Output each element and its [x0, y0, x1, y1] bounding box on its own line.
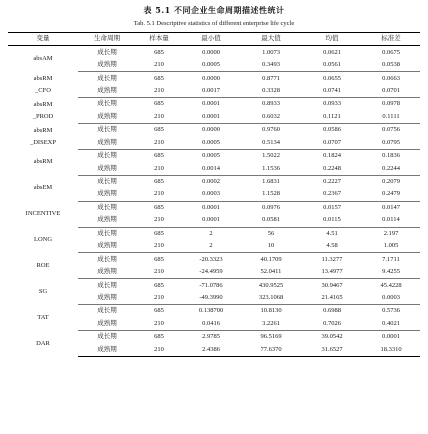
std-dev-cell: 0.4021 — [362, 318, 420, 331]
std-dev-cell: 2.197 — [383, 229, 399, 237]
sample-size-cell: 210 — [136, 137, 182, 150]
max-cell: 0.8933 — [262, 100, 280, 108]
std-dev-cell: 0.0663 — [382, 74, 400, 82]
sample-size-cell: 210 — [136, 85, 182, 98]
std-dev-cell: 0.1836 — [382, 152, 400, 160]
std-dev-cell: 0.5736 — [382, 307, 400, 315]
min-cell: 2 — [182, 240, 240, 253]
sample-size-cell: 210 — [136, 214, 182, 227]
mean-cell: 0.6988 — [323, 307, 341, 315]
mean-cell: 0.0933 — [323, 100, 341, 108]
min-cell: 2.9785 — [202, 333, 220, 341]
std-dev-cell: 0.2479 — [362, 188, 420, 201]
max-cell: 40.1709 — [260, 255, 282, 263]
max-cell: 0.0581 — [240, 214, 302, 227]
min-cell: 0.0005 — [182, 59, 240, 72]
min-cell: 0.0014 — [182, 162, 240, 175]
variable-name-cell: LONG — [33, 236, 53, 243]
std-dev-cell: 0.2079 — [382, 178, 400, 186]
sample-size-cell: 685 — [154, 100, 164, 108]
mean-cell: 13.4977 — [302, 266, 362, 279]
variable-name-cell: ROE — [36, 261, 50, 269]
table-caption-cn: 表 5.1 不同企业生命周期描述性统计 — [143, 5, 285, 15]
table-row — [8, 175, 420, 188]
mean-cell: 21.4165 — [302, 292, 362, 305]
max-cell: 0.9760 — [262, 126, 280, 134]
mean-cell: 0.2248 — [302, 162, 362, 175]
header-min: 最小值 — [182, 33, 240, 46]
max-cell: 323.1068 — [240, 292, 302, 305]
sample-size-cell: 210 — [136, 188, 182, 201]
header-max: 最大值 — [240, 33, 302, 46]
life-cycle-cell: 成熟期 — [78, 344, 136, 357]
std-dev-cell: 0.0114 — [362, 214, 420, 227]
variable-name-cell: absAM — [33, 55, 53, 63]
mean-cell: 0.2227 — [323, 178, 341, 186]
std-dev-cell: 9.4255 — [362, 266, 420, 279]
max-cell: 96.5169 — [260, 333, 282, 341]
table-row — [8, 149, 420, 162]
mean-cell: 0.0561 — [302, 59, 362, 72]
variable-name-cell: TAT — [37, 313, 49, 321]
max-cell: 0.3493 — [240, 59, 302, 72]
std-dev-cell: 1.005 — [362, 240, 420, 253]
sample-size-cell: 210 — [136, 59, 182, 72]
min-cell: 0.0000 — [202, 74, 220, 82]
std-dev-cell: 0.0147 — [382, 203, 400, 211]
life-cycle-cell: 成长期 — [97, 100, 117, 108]
life-cycle-cell: 成长期 — [97, 178, 117, 186]
variable-name-cell: absRM — [33, 158, 53, 166]
sample-size-cell: 210 — [136, 111, 182, 124]
std-dev-cell: 0.0701 — [362, 85, 420, 98]
std-dev-cell: 0.0795 — [362, 137, 420, 150]
sample-size-cell: 210 — [136, 240, 182, 253]
min-cell: 0.0001 — [202, 203, 220, 211]
max-cell: 56 — [267, 229, 275, 237]
life-cycle-cell: 成熟期 — [78, 111, 136, 124]
sample-size-cell: 210 — [136, 266, 182, 279]
variable-name-cell: absEM — [33, 184, 53, 192]
sample-size-cell: 685 — [154, 178, 164, 186]
mean-cell: 0.0115 — [302, 214, 362, 227]
life-cycle-cell: 成熟期 — [78, 85, 136, 98]
header-variable: 变量 — [8, 33, 78, 46]
sample-size-cell: 685 — [154, 203, 164, 211]
life-cycle-cell: 成熟期 — [78, 162, 136, 175]
min-cell: -49.3990 — [182, 292, 240, 305]
min-cell: -24.4959 — [182, 266, 240, 279]
max-cell: 0.0976 — [262, 203, 280, 211]
mean-cell: 39.0542 — [321, 333, 343, 341]
max-cell: 0.3328 — [240, 85, 302, 98]
life-cycle-cell: 成熟期 — [78, 59, 136, 72]
life-cycle-cell: 成长期 — [97, 48, 117, 56]
min-cell: 0.0001 — [202, 100, 220, 108]
sample-size-cell: 210 — [136, 162, 182, 175]
table-caption-en: Tab. 5.1 Descriptive statistics of different enterprise life cycle — [133, 20, 295, 27]
variable-name-cell: SG — [38, 287, 48, 295]
max-cell: 1.1528 — [240, 188, 302, 201]
max-cell: 1.6831 — [262, 178, 280, 186]
sample-size-cell: 685 — [154, 229, 164, 237]
std-dev-cell: 45.4228 — [380, 281, 402, 289]
max-cell: 52.0411 — [240, 266, 302, 279]
life-cycle-cell: 成长期 — [97, 281, 117, 289]
max-cell: 77.6370 — [240, 344, 302, 357]
max-cell: 0.8771 — [262, 74, 280, 82]
min-cell: 0.0017 — [182, 85, 240, 98]
max-cell: 1.0073 — [262, 48, 280, 56]
sample-size-cell: 210 — [136, 318, 182, 331]
mean-cell: 0.2367 — [302, 188, 362, 201]
life-cycle-cell: 成长期 — [97, 229, 117, 237]
mean-cell: 0.0621 — [323, 48, 341, 56]
header-mean: 均值 — [302, 33, 362, 46]
min-cell: 0.0001 — [182, 111, 240, 124]
life-cycle-cell: 成熟期 — [78, 137, 136, 150]
table-row — [8, 201, 420, 214]
max-cell: 3.2261 — [240, 318, 302, 331]
mean-cell: 0.0707 — [302, 137, 362, 150]
std-dev-cell: 18.3310 — [362, 344, 420, 357]
std-dev-cell: 0.0675 — [382, 48, 400, 56]
sample-size-cell: 685 — [154, 126, 164, 134]
table-row — [8, 305, 420, 318]
sample-size-cell: 685 — [154, 152, 164, 160]
min-cell: -20.3323 — [199, 255, 223, 263]
header-life-cycle: 生命周期 — [78, 33, 136, 46]
table-row — [8, 98, 420, 111]
min-cell: 0.0003 — [182, 188, 240, 201]
mean-cell: 30.9467 — [321, 281, 343, 289]
descriptive-statistics-table — [8, 32, 420, 357]
max-cell: 0.6032 — [240, 111, 302, 124]
mean-cell: 0.0655 — [323, 74, 341, 82]
variable-name-cell: absRM _CFO — [33, 74, 53, 94]
min-cell: 0.0002 — [202, 178, 220, 186]
std-dev-cell: 0.2244 — [362, 162, 420, 175]
std-dev-cell: 0.1111 — [362, 111, 420, 124]
mean-cell: 11.3277 — [321, 255, 343, 263]
variable-name-cell: absRM _DISEXP — [29, 126, 56, 146]
life-cycle-cell: 成熟期 — [78, 292, 136, 305]
variable-name-cell: DAR — [36, 339, 50, 347]
header-std-dev: 标准差 — [362, 33, 420, 46]
min-cell: 0.0000 — [202, 126, 220, 134]
mean-cell: 0.7026 — [302, 318, 362, 331]
min-cell: 0.0001 — [182, 214, 240, 227]
variable-name-cell: absRM _PROD — [32, 100, 54, 120]
life-cycle-cell: 成熟期 — [78, 240, 136, 253]
std-dev-cell: 0.0756 — [382, 126, 400, 134]
min-cell: -71.0786 — [199, 281, 223, 289]
life-cycle-cell: 成长期 — [97, 333, 117, 341]
life-cycle-cell: 成长期 — [97, 74, 117, 82]
life-cycle-cell: 成长期 — [97, 126, 117, 134]
mean-cell: 0.0741 — [302, 85, 362, 98]
life-cycle-cell: 成熟期 — [78, 214, 136, 227]
life-cycle-cell: 成熟期 — [78, 266, 136, 279]
sample-size-cell: 685 — [154, 48, 164, 56]
sample-size-cell: 685 — [154, 307, 164, 315]
std-dev-cell: 0.0978 — [382, 100, 400, 108]
life-cycle-cell: 成长期 — [97, 307, 117, 315]
table-body — [8, 46, 420, 357]
std-dev-cell: 0.0538 — [362, 59, 420, 72]
life-cycle-cell: 成熟期 — [78, 188, 136, 201]
min-cell: 0.0000 — [202, 48, 220, 56]
mean-cell: 0.1824 — [323, 152, 341, 160]
mean-cell: 4.58 — [302, 240, 362, 253]
std-dev-cell: 0.0003 — [362, 292, 420, 305]
min-cell: 0.0005 — [202, 152, 220, 160]
sample-size-cell: 685 — [154, 255, 164, 263]
max-cell: 1.5022 — [262, 152, 280, 160]
life-cycle-cell: 成长期 — [97, 255, 117, 263]
life-cycle-cell: 成长期 — [97, 203, 117, 211]
max-cell: 0.5134 — [240, 137, 302, 150]
min-cell: 2 — [209, 229, 213, 237]
mean-cell: 31.6527 — [302, 344, 362, 357]
header-sample-size: 样本量 — [136, 33, 182, 46]
max-cell: 10.8130 — [260, 307, 282, 315]
mean-cell: 0.0586 — [323, 126, 341, 134]
min-cell: 0.138700 — [198, 307, 224, 315]
max-cell: 430.9525 — [258, 281, 284, 289]
table-row — [8, 227, 420, 240]
sample-size-cell: 210 — [136, 292, 182, 305]
mean-cell: 4.51 — [326, 229, 338, 237]
table-row — [8, 253, 420, 266]
sample-size-cell: 685 — [154, 74, 164, 82]
max-cell: 1.1536 — [240, 162, 302, 175]
mean-cell: 0.1121 — [302, 111, 362, 124]
sample-size-cell: 210 — [136, 344, 182, 357]
life-cycle-cell: 成熟期 — [78, 318, 136, 331]
mean-cell: 0.0157 — [323, 203, 341, 211]
table-row — [8, 46, 420, 59]
table-header-row — [8, 33, 420, 46]
min-cell: 0.0005 — [182, 137, 240, 150]
std-dev-cell: 0.0001 — [382, 333, 400, 341]
max-cell: 10 — [240, 240, 302, 253]
variable-name-cell: INCENTIVE — [25, 210, 61, 218]
std-dev-cell: 7.1711 — [382, 255, 400, 263]
life-cycle-cell: 成长期 — [97, 152, 117, 160]
min-cell: 2.4386 — [182, 344, 240, 357]
table-row — [8, 124, 420, 137]
min-cell: 0.0416 — [182, 318, 240, 331]
sample-size-cell: 685 — [154, 281, 164, 289]
table-row — [8, 279, 420, 292]
sample-size-cell: 685 — [154, 333, 164, 341]
table-row — [8, 331, 420, 344]
table-row — [8, 72, 420, 85]
